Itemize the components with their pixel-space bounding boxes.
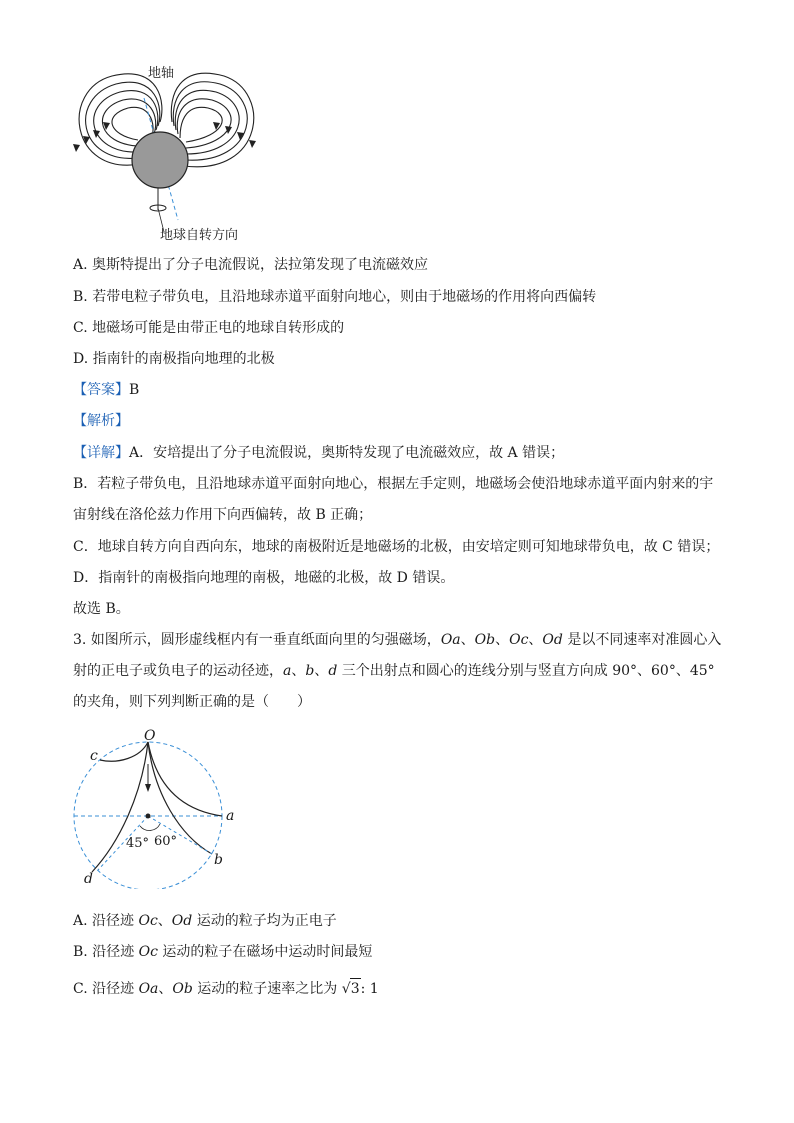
opt-text: 运动的粒子速率之比为 [192, 981, 342, 997]
opt-text: A. 沿径迹 [73, 913, 139, 929]
rotation-label: 地球自转方向 [160, 228, 239, 243]
earth-magnetic-field-figure [68, 60, 258, 250]
fig2-label-o: O [144, 728, 156, 744]
q3-option-b [73, 942, 372, 962]
q3-text: 射的正电子或负电子的运动径迹， [73, 663, 283, 679]
fig2-label-a: a [226, 808, 235, 824]
fig2-angle-60: 60° [154, 834, 178, 849]
opt-text: B. 沿径迹 [73, 944, 139, 960]
q3-text: 三个出射点和圆心的连线分别与竖直方向成 90°、60°、45° [337, 663, 715, 679]
opt-text: 运动的粒子均为正电子 [192, 913, 337, 929]
fig2-label-d: d [84, 871, 93, 887]
detail-b2: 宙射线在洛伦兹力作用下向西偏转，故 B 正确； [73, 507, 373, 523]
q3-line2 [73, 661, 715, 681]
detail-conclusion: 故选 B。 [73, 601, 130, 617]
q3-sep: 、 [314, 663, 329, 679]
answer-value: B [129, 382, 140, 398]
answer-tag: 【答案】 [73, 382, 129, 398]
fig2-angle-45: 45° [126, 836, 150, 851]
axis-label: 地轴 [148, 66, 175, 81]
detail-c: C．地球自转方向自西向东，地球的南极附近是地磁场的北极，由安培定则可知地球带负电，故 C 错误； [73, 539, 720, 555]
q3-sep: 、 [291, 663, 306, 679]
q3-option-c [73, 978, 379, 999]
q2-option-c: C. 地磁场可能是由带正电的地球自转形成的 [73, 320, 345, 336]
detail-d: D．指南针的南极指向地理的南极，地磁的北极，故 D 错误。 [73, 570, 455, 586]
q2-option-a: A. 奥斯特提出了分子电流假说，法拉第发现了电流磁效应 [73, 257, 429, 273]
opt-text: 运动的粒子在磁场中运动时间最短 [157, 944, 373, 960]
opt-track: Oc [138, 913, 158, 929]
q3-line3: 的夹角，则下列判断正确的是（ ） [73, 694, 311, 710]
q3-track: Oc [509, 632, 529, 648]
detail-a: A．安培提出了分子电流假说，奥斯特发现了电流磁效应，故 A 错误； [129, 445, 565, 461]
opt-sep: 、 [157, 913, 172, 929]
q3-track: Od [542, 632, 563, 648]
q3-option-a [73, 911, 337, 931]
q3-track: Oa [440, 632, 461, 648]
opt-sep: 、 [158, 981, 173, 997]
sqrt-symbol: √3 [342, 978, 361, 999]
q3-text: 3. 如图所示，圆形虚线框内有一垂直纸面向里的匀强磁场， [73, 632, 441, 648]
q3-sep: 、 [495, 632, 510, 648]
fig2-label-b: b [214, 852, 223, 868]
q2-option-b: B. 若带电粒子带负电，且沿地球赤道平面射向地心，则由于地磁场的作用将向西偏转 [73, 289, 597, 305]
q3-sep: 、 [528, 632, 543, 648]
detail-b1: B．若粒子带负电，且沿地球赤道平面射向地心，根据左手定则，地磁场会使沿地球赤道平面内射来的宇 [73, 476, 714, 492]
opt-track: Oc [138, 944, 158, 960]
opt-text: C. 沿径迹 [73, 981, 139, 997]
q3-point: b [305, 663, 315, 679]
sqrt-radicand: 3 [350, 978, 361, 999]
q3-sep: 、 [460, 632, 475, 648]
detail-a-line [73, 443, 564, 463]
opt-track: Oa [138, 981, 159, 997]
q3-point: a [283, 663, 292, 679]
fig2-label-c: c [90, 748, 98, 764]
analysis-tag: 【解析】 [73, 413, 129, 429]
ratio-rest: : 1 [360, 981, 379, 997]
answer-line [73, 380, 139, 400]
q3-track: Ob [474, 632, 496, 648]
q3-line1 [73, 630, 721, 650]
q3-point: d [328, 663, 338, 679]
q2-option-d: D. 指南针的南极指向地理的北极 [73, 351, 275, 367]
opt-track: Od [171, 913, 193, 929]
detail-tag: 【详解】 [73, 445, 129, 461]
q3-text: 是以不同速率对准圆心入 [562, 632, 722, 648]
opt-track: Ob [172, 981, 193, 997]
